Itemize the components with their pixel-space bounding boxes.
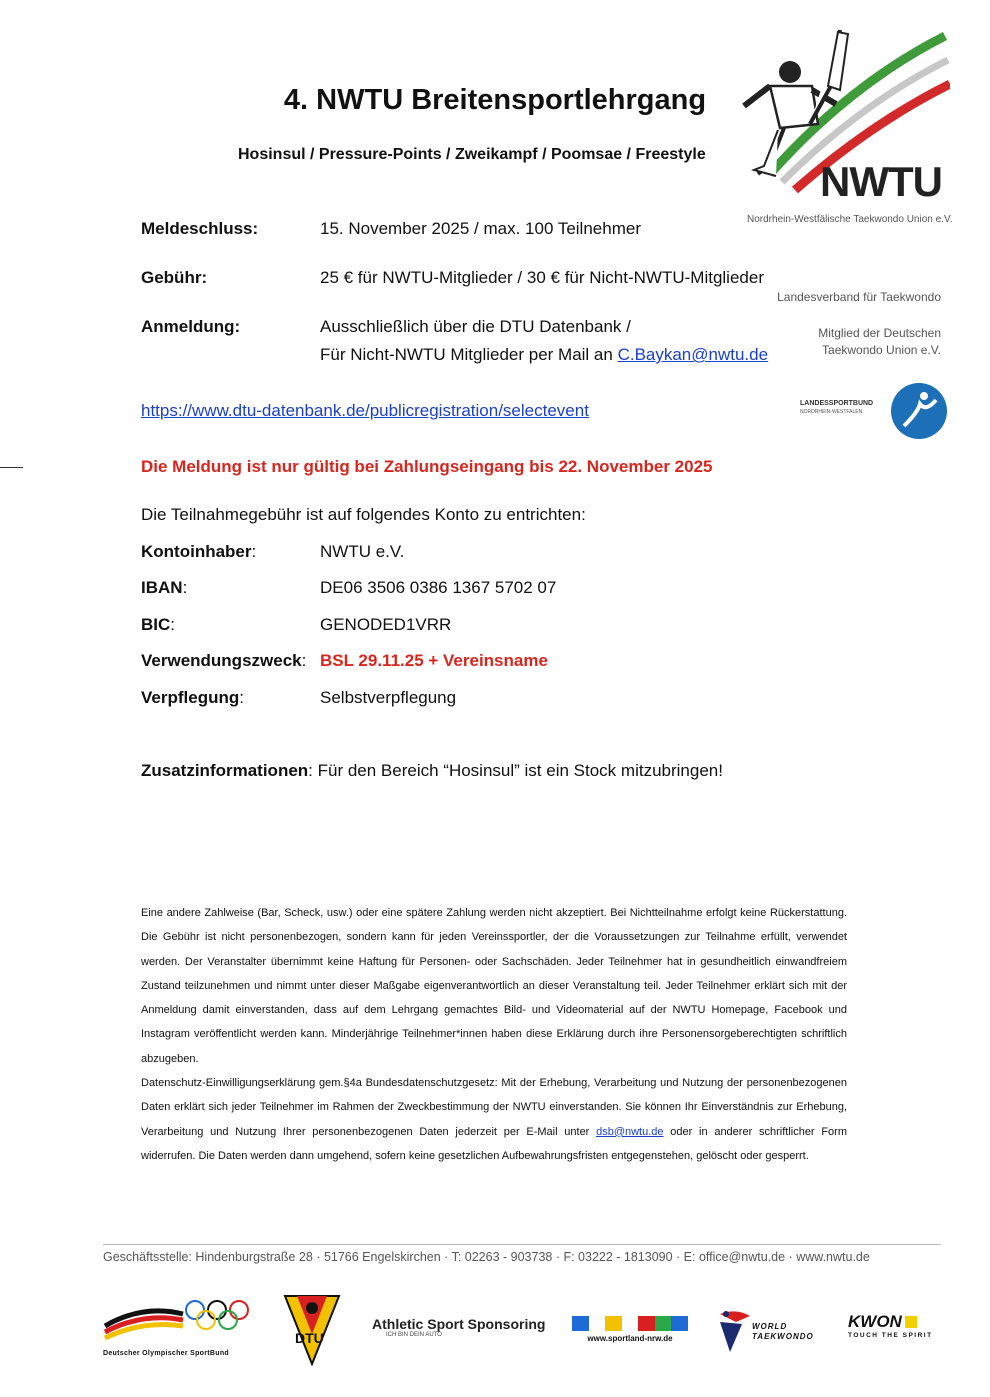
anmeldung-line2 — [320, 345, 768, 365]
nwtu-caption: Nordrhein-Westfälische Taekwondo Union e.V. — [747, 214, 953, 225]
verwendungszweck-label-text: Verwendungszweck — [141, 651, 302, 670]
iban-value: DE06 3506 0386 1367 5702 07 — [320, 578, 557, 597]
legal-paragraph-2-part2: oder in anderer schriftlicher Form widerrufen. Die Daten werden dann umgehend, sofern keine gesetzlichen Aufbewahrungsfristen entgegenstehen, gelöscht oder gesperrt. — [141, 1125, 848, 1162]
anmeldung-line1: Ausschließlich über die DTU Datenbank / — [320, 317, 631, 336]
kontoinhaber-colon: : — [251, 542, 257, 561]
wt-line1: WORLD — [752, 1322, 788, 1331]
athletic-sponsoring-tagline: ICH BIN DEIN AUTO — [386, 1332, 442, 1338]
verwendungszweck-value: BSL 29.11.25 + Vereinsname — [320, 651, 548, 670]
nwtu-wordmark: NWTU — [820, 158, 942, 205]
footer-address: Geschäftsstelle: Hindenburgstraße 28 · 51766 Engelskirchen · T: 02263 - 903738 · F: 03222 - 1813090 · E: office@nwtu.de · www.nwtu.de — [103, 1250, 870, 1264]
registration-url-link[interactable]: https://www.dtu-datenbank.de/publicregistration/selectevent — [141, 401, 589, 420]
margin-mark — [0, 467, 23, 468]
kontoinhaber-label-text: Kontoinhaber — [141, 542, 252, 561]
gebuehr-value: 25 € für NWTU-Mitglieder / 30 € für Nicht-NWTU-Mitglieder — [320, 268, 764, 287]
zusatz-label: Zusatzinformationen — [141, 761, 309, 780]
legal-paragraph-1: Eine andere Zahlweise (Bar, Scheck, usw.) oder eine spätere Zahlung werden nicht akzeptiert. Bei Nichtteilnahme erfolgt keine Rückerstattung. Die Gebühr ist nicht personenbezogen, sondern kann für jeden Vereinssportler, der die Voraussetzungen zur Teilnahme erfüllt, verwendet werden. Der Veranstalter übernimmt keine Haftung für Personen- oder Sachschäden. Jeder Teilnehmer hat in gesundheitlich einwandfreiem Zustand teilzunehmen und nimmt unter dieser Maßgabe eigenverantwortlich an dieser Veranstaltung teil. Jeder Teilnehmer erklärt sich mit der Anmeldung damit einverstanden, dass auf dem Lehrgang gemachtes Bild- und Videomaterial auf der NWTU Homepage, Facebook und Instagram veröffentlicht werden kann. Minderjährige Teilnehmer*innen haben diese Erklärung durch ihre Personensorgeberechtigten schriftlich abzugeben. — [141, 907, 847, 1065]
legal-paragraph-2-part1: Datenschutz-Einwilligungserklärung gem.§4a Bundesdatenschutzgesetz: Mit der Erhebung, Verarbeitung und Nutzung der personenbezogenen Daten erklärt sich jeder Teilnehmer im Rahmen der Zweckbestimmung der NWTU einverstanden. Sie können Ihr Einverständnis zur Erhebung, Verarbeitung und Nutzung Ihrer personenbezogenen Daten jederzeit per E-Mail unter — [141, 1077, 847, 1138]
verwendungszweck-label — [141, 651, 306, 671]
payment-intro: Die Teilnahmegebühr ist auf folgendes Konto zu entrichten: — [141, 505, 586, 524]
world-taekwondo-logo — [716, 1308, 826, 1356]
world-taekwondo-emblem-icon — [716, 1308, 752, 1354]
iban-label — [141, 578, 187, 598]
iban-label-text: IBAN — [141, 578, 183, 597]
footer-divider — [103, 1244, 941, 1245]
lsb-emblem-icon — [890, 382, 948, 440]
bic-label — [141, 615, 175, 635]
baykan-email-link[interactable]: C.Baykan@nwtu.de — [617, 345, 769, 364]
dosb-logo — [103, 1296, 255, 1360]
kontoinhaber-label — [141, 542, 256, 562]
kwon-tagline: TOUCH THE SPIRIT — [848, 1332, 933, 1339]
dtu-text: DTU — [295, 1330, 324, 1346]
wt-line2: TAEKWONDO — [752, 1332, 814, 1341]
dsb-email-link[interactable]: dsb@nwtu.de — [596, 1125, 664, 1138]
mitglied-note-line1: Mitglied der Deutschen — [818, 326, 941, 340]
lsb-line2: NORDRHEIN-WESTFALEN — [800, 409, 863, 415]
legal-paragraph-2 — [141, 1071, 847, 1168]
anmeldung-label: Anmeldung: — [141, 317, 241, 336]
kwon-logo — [848, 1312, 942, 1346]
verpflegung-label — [141, 688, 244, 708]
zusatz-text: : Für den Bereich “Hosinsul” ist ein Stock mitzubringen! — [308, 761, 723, 780]
iban-colon: : — [182, 578, 188, 597]
lsb-line1: LANDESSPORTBUND — [800, 400, 874, 407]
bic-colon: : — [170, 615, 176, 634]
dosb-name: Deutscher Olympischer SportBund — [103, 1350, 229, 1357]
page-title-text: 4. NWTU Breitensportlehrgang — [283, 84, 707, 116]
kwon-wordmark — [848, 1312, 942, 1332]
page-subtitle: Hosinsul / Pressure-Points / Zweikampf / Poomsae / Freestyle — [238, 146, 706, 163]
anmeldung-line2-text: Für Nicht-NWTU Mitglieder per Mail an — [320, 345, 618, 364]
sportland-logo — [572, 1316, 688, 1346]
athletic-sponsoring-name: Athletic Sport Sponsoring — [372, 1316, 546, 1332]
nwtu-logo — [740, 24, 953, 225]
gebuehr-label: Gebühr: — [141, 268, 208, 287]
verpflegung-label-text: Verpflegung — [141, 688, 240, 707]
meldeschluss-value: 15. November 2025 / max. 100 Teilnehmer — [320, 219, 641, 238]
payment-deadline-notice: Die Meldung ist nur gültig bei Zahlungseingang bis 22. November 2025 — [141, 457, 713, 476]
kwon-fist-icon — [905, 1316, 917, 1328]
dtu-logo — [283, 1294, 341, 1366]
sportland-url: www.sportland-nrw.de — [587, 1334, 673, 1343]
verpflegung-colon: : — [239, 688, 244, 707]
verpflegung-value: Selbstverpflegung — [320, 688, 457, 707]
landessportbund-logo — [800, 382, 950, 442]
bic-value: GENODED1VRR — [320, 615, 452, 634]
verwendungszweck-colon: : — [301, 651, 307, 670]
zusatz-info — [141, 761, 723, 781]
meldeschluss-label: Meldeschluss: — [141, 219, 259, 238]
olympic-rings-icon — [103, 1296, 255, 1342]
legal-text — [141, 901, 847, 1168]
landesverband-note: Landesverband für Taekwondo — [777, 290, 941, 304]
athletic-sponsoring-logo — [372, 1316, 547, 1346]
kontoinhaber-value: NWTU e.V. — [320, 542, 405, 561]
bic-label-text: BIC — [141, 615, 171, 634]
mitglied-note-line2: Taekwondo Union e.V. — [822, 343, 941, 357]
sportland-color-bar — [572, 1316, 688, 1331]
kwon-name: KWON — [848, 1312, 902, 1331]
